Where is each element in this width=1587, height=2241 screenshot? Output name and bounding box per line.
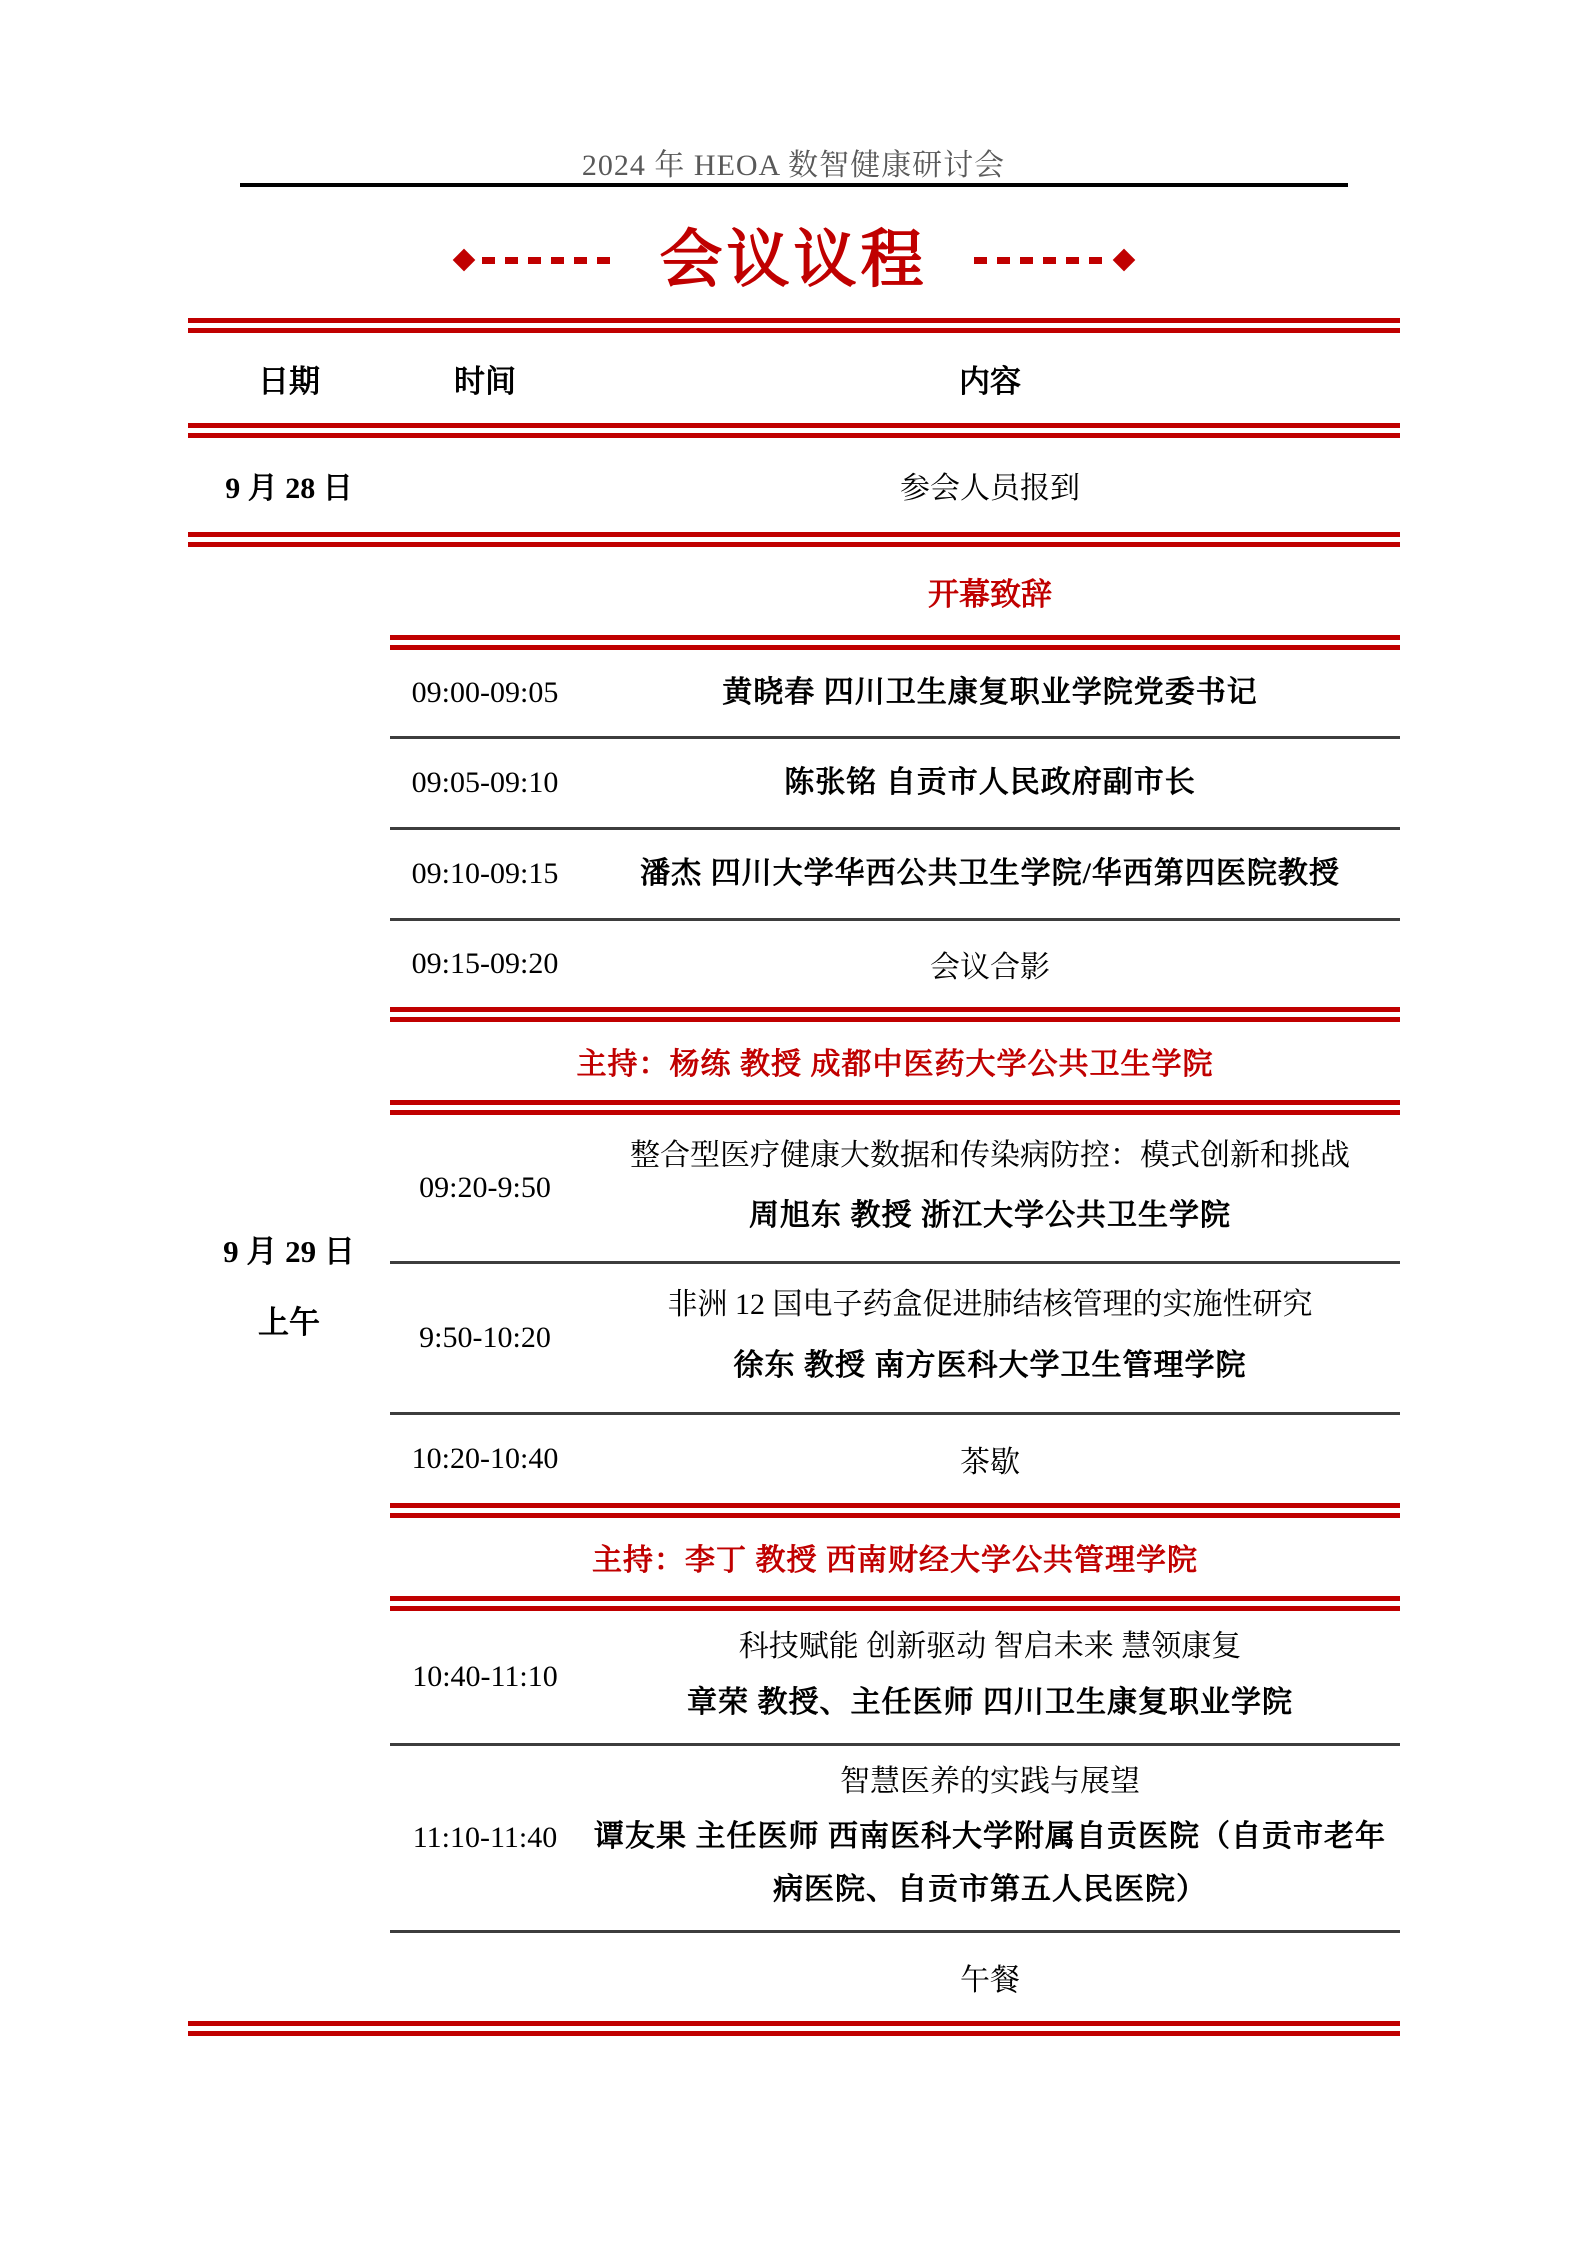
- time-cell: [390, 547, 580, 635]
- document-header-title: 2024 年 HEOA 数智健康研讨会: [581, 149, 1006, 182]
- time-cell: 09:05-09:10: [411, 766, 559, 799]
- content-cell: [580, 1611, 1400, 1743]
- column-header-content: 内容: [959, 363, 1021, 399]
- agenda-table: [188, 318, 1400, 2036]
- title-decoration-right: [974, 252, 1132, 268]
- content-cell: 参会人员报到: [900, 472, 1080, 505]
- talk-title: 科技赋能 创新驱动 智启未来 慧领康复: [738, 1630, 1242, 1663]
- table-header-row: [188, 333, 1400, 438]
- talk-title: 非洲 12 国电子药盒促进肺结核管理的实施性研究: [667, 1288, 1313, 1322]
- time-cell: 09:15-09:20: [411, 947, 559, 980]
- day-section: [188, 547, 1400, 2021]
- table-row: [390, 739, 1400, 830]
- table-row: [390, 1933, 1400, 2021]
- date-cell: 9 月 28 日: [225, 472, 353, 505]
- time-cell: 11:10-11:40: [412, 1821, 558, 1854]
- content-cell: 会议合影: [930, 951, 1050, 984]
- content-cell: [580, 650, 1400, 736]
- chair-cell: [390, 1022, 1400, 1100]
- dash-line: [482, 257, 614, 264]
- table-row: [390, 650, 1400, 739]
- speaker-label: 陈张铭 自贡市人民政府副市长: [784, 765, 1196, 799]
- column-header-time: 时间: [454, 363, 516, 399]
- table-row: [390, 1115, 1400, 1264]
- date-line-2: 上午: [258, 1305, 320, 1340]
- dash-line: [974, 257, 1106, 264]
- session-chair: 主持：杨练 教授 成都中医药大学公共卫生学院: [576, 1048, 1214, 1081]
- speaker-label: 潘杰 四川大学华西公共卫生学院/华西第四医院教授: [640, 856, 1340, 890]
- speaker-label: 黄晓春 四川卫生康复职业学院党委书记: [722, 675, 1258, 709]
- talk-title: 整合型医疗健康大数据和传染病防控：模式创新和挑战: [630, 1138, 1350, 1172]
- table-row: [390, 1264, 1400, 1415]
- time-cell: 9:50-10:20: [419, 1321, 551, 1354]
- table-row: [390, 1746, 1400, 1933]
- time-cell: 09:20-9:50: [419, 1171, 551, 1204]
- header-rule: [240, 183, 1348, 187]
- time-cell: 10:20-10:40: [411, 1442, 559, 1475]
- speaker-label: 周旭东 教授 浙江大学公共卫生学院: [749, 1198, 1231, 1232]
- diamond-icon: [452, 249, 475, 272]
- table-row: [188, 438, 1400, 547]
- content-cell: [580, 830, 1400, 918]
- speaker-label: 徐东 教授 南方医科大学卫生管理学院: [733, 1349, 1247, 1383]
- page-title: 会议议程: [659, 224, 928, 295]
- table-row: [390, 1518, 1400, 1611]
- time-cell: [390, 438, 580, 532]
- table-row: [390, 1022, 1400, 1115]
- chair-cell: [390, 1518, 1400, 1596]
- time-cell: [390, 1933, 580, 2021]
- speaker-label: 章荣 教授、主任医师 四川卫生康复职业学院: [687, 1685, 1293, 1719]
- date-line-1: 9 月 29 日: [223, 1234, 355, 1269]
- time-cell: 10:40-11:10: [412, 1660, 558, 1693]
- column-header-date: 日期: [258, 363, 320, 399]
- section-rows: [390, 547, 1400, 2021]
- content-cell: 茶歇: [960, 1446, 1020, 1479]
- table-row: [390, 547, 1400, 650]
- session-chair: 主持：李丁 教授 西南财经大学公共管理学院: [592, 1544, 1198, 1577]
- content-cell: [580, 1746, 1400, 1930]
- table-row: [390, 921, 1400, 1022]
- talk-title: 智慧医养的实践与展望: [840, 1764, 1140, 1798]
- content-cell: [580, 1264, 1400, 1412]
- session-title: 开幕致辞: [928, 576, 1052, 612]
- table-row: [390, 1611, 1400, 1746]
- speaker-label: 谭友果 主任医师 西南医科大学附属自贡医院（自贡市老年病医院、自贡市第五人民医院）: [594, 1820, 1386, 1906]
- date-cell-merged: [188, 547, 390, 2021]
- table-row: [390, 1415, 1400, 1518]
- time-cell: 09:10-09:15: [411, 857, 559, 890]
- content-cell: [580, 739, 1400, 827]
- title-decoration-left: [456, 252, 614, 268]
- diamond-icon: [1112, 249, 1135, 272]
- title-band: [0, 210, 1587, 310]
- content-cell: [580, 1115, 1400, 1261]
- content-cell: 午餐: [960, 1964, 1020, 1997]
- content-cell: [580, 547, 1400, 635]
- time-cell: 09:00-09:05: [411, 676, 559, 709]
- table-row: [390, 830, 1400, 921]
